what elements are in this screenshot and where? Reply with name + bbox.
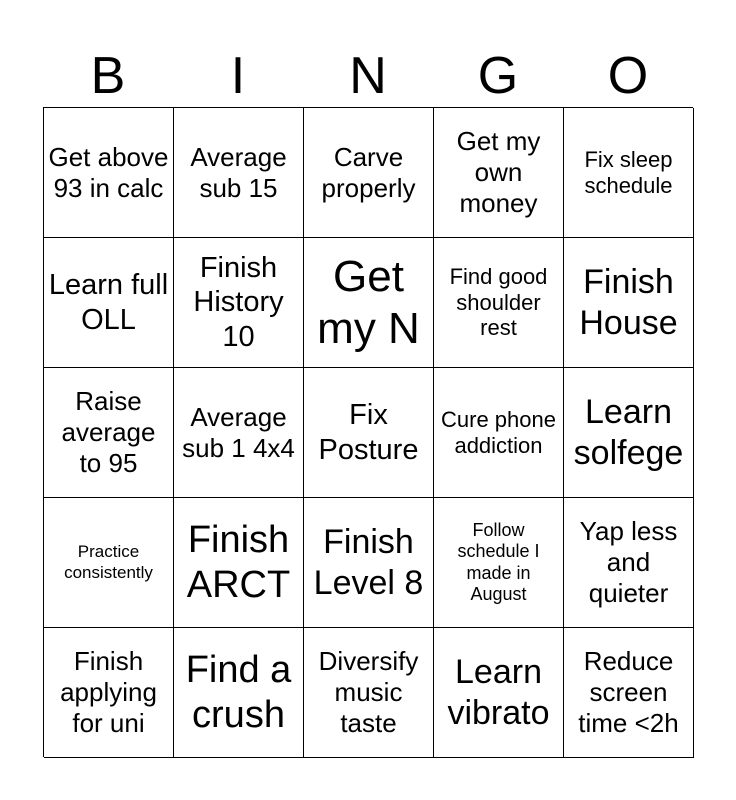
bingo-cell[interactable] — [564, 238, 694, 368]
cell-text: Finish applying for uni — [60, 646, 157, 738]
cell-text: Reduce screen time <2h — [578, 646, 679, 738]
cell-text: Get my N — [317, 251, 420, 353]
bingo-cell[interactable] — [434, 498, 564, 628]
cell-text: Practice consistently — [64, 542, 153, 582]
cell-text: Average sub 15 — [190, 141, 287, 203]
bingo-cell[interactable] — [174, 498, 304, 628]
cell-text: Yap less and quieter — [579, 516, 678, 608]
cell-text: Find good shoulder rest — [449, 263, 548, 341]
cell-text: Diversify music taste — [318, 646, 419, 738]
cell-text: Finish ARCT — [186, 518, 291, 606]
bingo-grid — [43, 107, 693, 757]
header-letter-b: B — [90, 47, 126, 105]
bingo-cell[interactable] — [304, 368, 434, 498]
cell-text: Fix sleep schedule — [584, 146, 673, 198]
cell-text: Get above 93 in calc — [48, 141, 169, 203]
cell-text: Follow schedule I made in August — [457, 520, 540, 604]
cell-text: Finish History 10 — [193, 252, 284, 353]
cell-text: Finish House — [579, 263, 678, 342]
cell-text: Learn vibrato — [447, 653, 550, 732]
bingo-cell[interactable] — [44, 368, 174, 498]
header-letter-o: O — [607, 47, 649, 105]
bingo-cell[interactable] — [44, 108, 174, 238]
cell-text: Cure phone addiction — [441, 406, 556, 458]
cell-text: Carve properly — [321, 141, 416, 203]
bingo-cell[interactable] — [564, 498, 694, 628]
bingo-cell[interactable] — [174, 368, 304, 498]
bingo-cell[interactable] — [434, 368, 564, 498]
header-letter-n: N — [349, 47, 387, 105]
bingo-cell[interactable] — [434, 108, 564, 238]
bingo-cell[interactable] — [44, 628, 174, 758]
cell-text: Finish Level 8 — [313, 523, 424, 602]
bingo-cell[interactable] — [564, 108, 694, 238]
bingo-cell[interactable] — [304, 628, 434, 758]
bingo-cell[interactable] — [304, 238, 434, 368]
header-letter-g: G — [477, 47, 519, 105]
bingo-cell[interactable] — [434, 628, 564, 758]
bingo-cell[interactable] — [44, 238, 174, 368]
cell-text: Average sub 1 4x4 — [182, 401, 295, 463]
bingo-header — [43, 44, 693, 108]
cell-text: Fix Posture — [318, 399, 419, 466]
bingo-cell[interactable] — [44, 498, 174, 628]
cell-text: Find a crush — [185, 648, 292, 736]
bingo-cell[interactable] — [174, 108, 304, 238]
bingo-cell[interactable] — [304, 498, 434, 628]
bingo-cell[interactable] — [174, 238, 304, 368]
bingo-cell[interactable] — [564, 368, 694, 498]
header-letter-i: I — [230, 47, 246, 105]
bingo-cell[interactable] — [434, 238, 564, 368]
cell-text: Raise average to 95 — [61, 386, 156, 478]
cell-text: Get my own money — [456, 126, 541, 218]
bingo-cell[interactable] — [304, 108, 434, 238]
cell-text: Learn solfege — [573, 393, 684, 472]
bingo-cell[interactable] — [564, 628, 694, 758]
cell-text: Learn full OLL — [48, 269, 169, 336]
bingo-cell[interactable] — [174, 628, 304, 758]
